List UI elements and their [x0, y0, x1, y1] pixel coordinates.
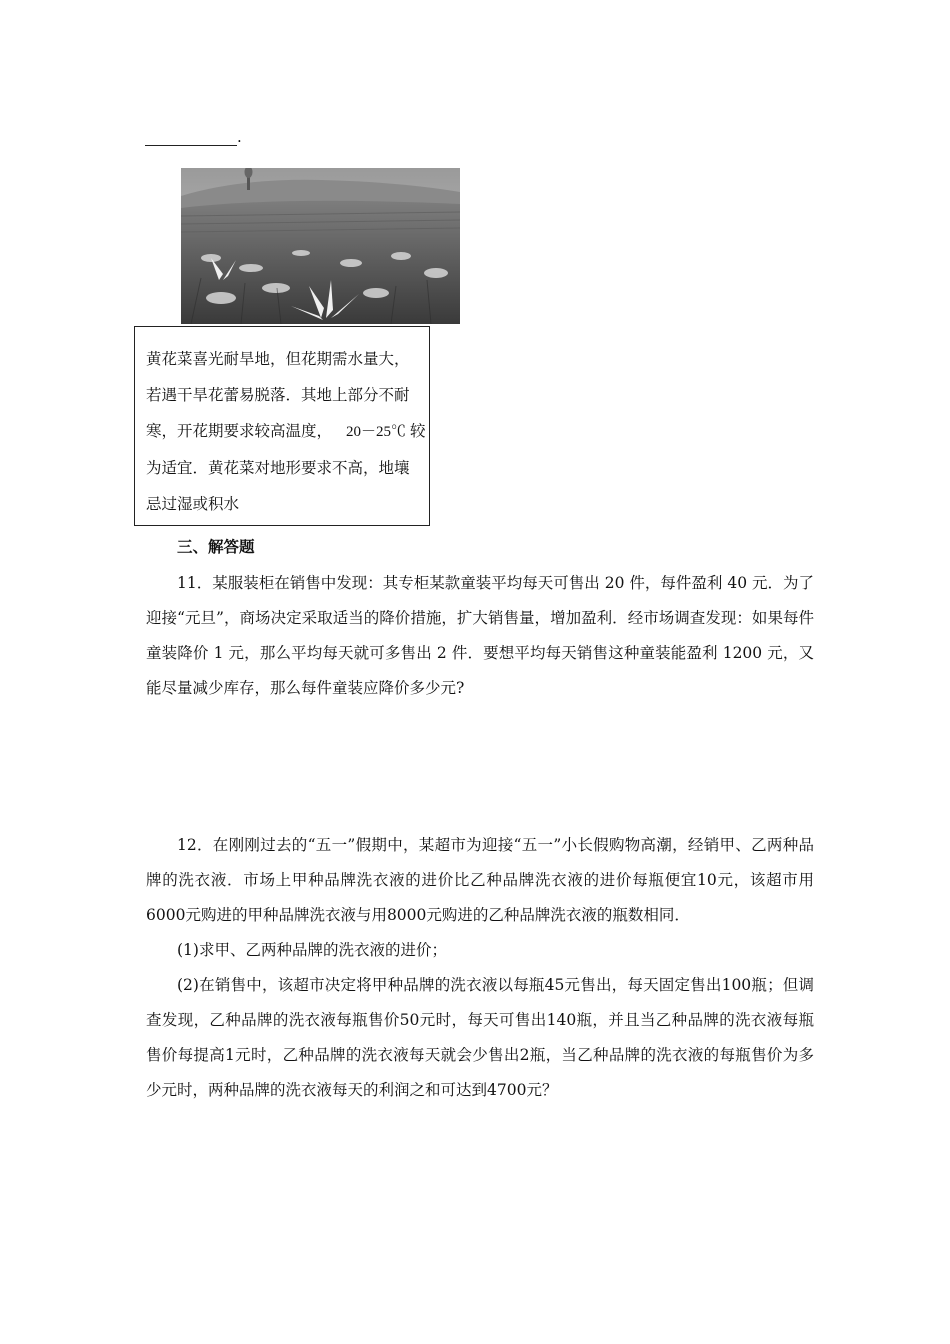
blank-underline: [145, 131, 237, 146]
temperature-range: 20－25℃: [346, 424, 407, 440]
problem-11-text: 11．某服装柜在销售中发现：其专柜某款童装平均每天可售出 20 件，每件盈利 40 元．为了迎接“元旦”，商场决定采取适当的降价措施，扩大销售量，增加盈利．经市场调查发现：如果每件童装降价 1 元，那么平均每天就可多售出 2 件．要想平均每天销售这种童装能盈利 1200 元，又能尽量减少库存，那么每件童装应降价多少元?: [146, 574, 814, 697]
blank-period: .: [237, 128, 242, 146]
info-line-1: 黄花菜喜光耐旱地，但花期需水量大，: [146, 350, 410, 368]
section-title: 三、解答题: [177, 537, 255, 556]
daylily-field-photo: [181, 168, 460, 324]
problem-11: [146, 566, 814, 706]
info-line-3-tail: 较: [410, 422, 426, 440]
problem-12-part-1: (1)求甲、乙两种品牌的洗衣液的进价；: [177, 941, 447, 959]
info-line-5: 忌过湿或积水: [146, 495, 240, 513]
problem-12-part-2: (2)在销售中，该超市决定将甲种品牌的洗衣液以每瓶45元售出，每天固定售出100瓶；但调查发现，乙种品牌的洗衣液每瓶售价50元时，每天可售出140瓶，并且当乙种品牌的洗衣液每瓶售价每提高1元时，乙种品牌的洗衣液每天就会少售出2瓶，当乙种品牌的洗衣液的每瓶售价为多少元时，两种品牌的洗衣液每天的利润之和可达到4700元？: [146, 976, 814, 1099]
problem-12: [146, 828, 814, 1108]
info-line-4: 为适宜．黄花菜对地形要求不高，地壤: [146, 459, 410, 477]
info-line-2: 若遇干旱花蕾易脱落．其地上部分不耐: [146, 386, 410, 404]
problem-12-intro: 12．在刚刚过去的“五一”假期中，某超市为迎接“五一”小长假购物高潮，经销甲、乙两种品牌的洗衣液．市场上甲种品牌洗衣液的进价比乙种品牌洗衣液的进价每瓶便宜10元，该超市用6000元购进的甲种品牌洗衣液与用8000元购进的乙种品牌洗衣液的瓶数相同．: [146, 836, 814, 924]
daylily-info-box: [134, 326, 430, 526]
answer-blank: [145, 128, 242, 146]
info-line-3-text: 寒，开花期要求较高温度，: [146, 422, 333, 440]
info-line-3: [146, 413, 426, 450]
